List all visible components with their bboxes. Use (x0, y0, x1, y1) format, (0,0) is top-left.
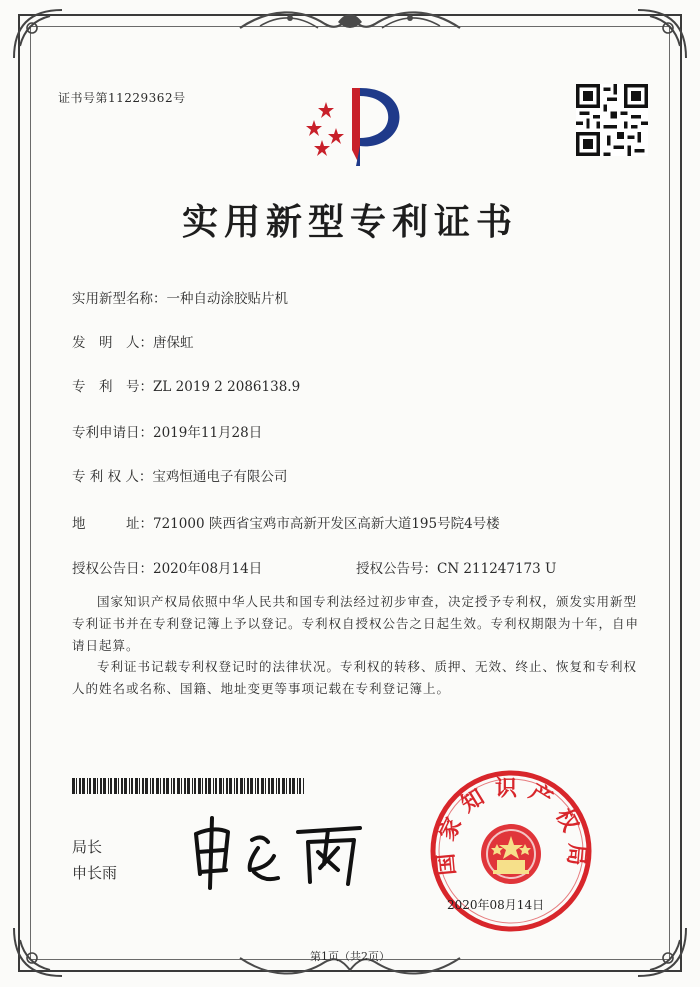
patent-number-row (72, 375, 300, 395)
certificate-title: 实用新型专利证书 (181, 201, 518, 243)
grant-statement-paragraph: 国家知识产权局依照中华人民共和国专利法经过初步审查，决定授予专利权，颁发实用新型专利证书并在专利登记簿上予以登记。专利权自授权公告之日起生效。专利权期限为十年，自申请日起算。 (72, 594, 640, 653)
application-date-row (72, 421, 262, 441)
address-label: 地 址： (72, 516, 153, 532)
director-name-label: 申长雨 (72, 864, 118, 882)
svg-text:国家知识产权局: 国家知识产权局 (431, 775, 591, 877)
certificate-number: 证书号第11229362号 (58, 91, 186, 105)
grant-announcement-number-value: CN 211247173 U (437, 561, 557, 577)
inventor-row (72, 331, 194, 351)
director-signature (188, 812, 368, 892)
grant-announcement-date-value: 2020年08月14日 (153, 561, 263, 577)
grant-announcement-date-row (72, 557, 262, 577)
utility-model-name-row (72, 287, 288, 307)
address-value: 721000 陕西省宝鸡市高新开发区高新大道195号院4号楼 (153, 516, 500, 532)
qr-code-icon (576, 84, 648, 156)
cnipa-logo-icon (300, 80, 410, 170)
patent-number-value: ZL 2019 2 2086138.9 (153, 379, 301, 395)
legal-status-paragraph: 专利证书记载专利权登记时的法律状况。专利权的转移、质押、无效、终止、恢复和专利权人的姓名或名称、国籍、地址变更等事项记载在专利登记簿上。 (72, 659, 638, 696)
application-date-value: 2019年11月28日 (153, 425, 263, 441)
barcode-icon (72, 778, 304, 794)
top-ornament (230, 4, 470, 44)
inventor-value: 唐保虹 (153, 335, 194, 351)
application-date-label: 专利申请日： (72, 425, 153, 441)
patent-number-label: 专 利 号： (72, 379, 153, 395)
top-left-corner-ornament (10, 6, 66, 62)
seal-date: 2020年08月14日 (447, 898, 545, 912)
page-footer: 第1页（共2页） (310, 950, 390, 963)
utility-model-name-label: 实用新型名称： (72, 291, 167, 307)
grant-announcement-number-label: 授权公告号： (356, 561, 437, 577)
patentee-row (72, 465, 287, 485)
patentee-value: 宝鸡恒通电子有限公司 (152, 469, 288, 485)
patentee-label: 专 利 权 人： (72, 469, 153, 485)
top-right-corner-ornament (634, 6, 690, 62)
director-title-label: 局长 (72, 838, 103, 856)
inventor-label: 发 明 人： (72, 335, 153, 351)
grant-announcement-date-label: 授权公告日： (72, 561, 153, 577)
national-emblem-icon (481, 824, 541, 884)
address-row (72, 512, 500, 532)
grant-announcement-number-row (356, 557, 556, 577)
utility-model-name-value: 一种自动涂胶贴片机 (166, 291, 288, 307)
